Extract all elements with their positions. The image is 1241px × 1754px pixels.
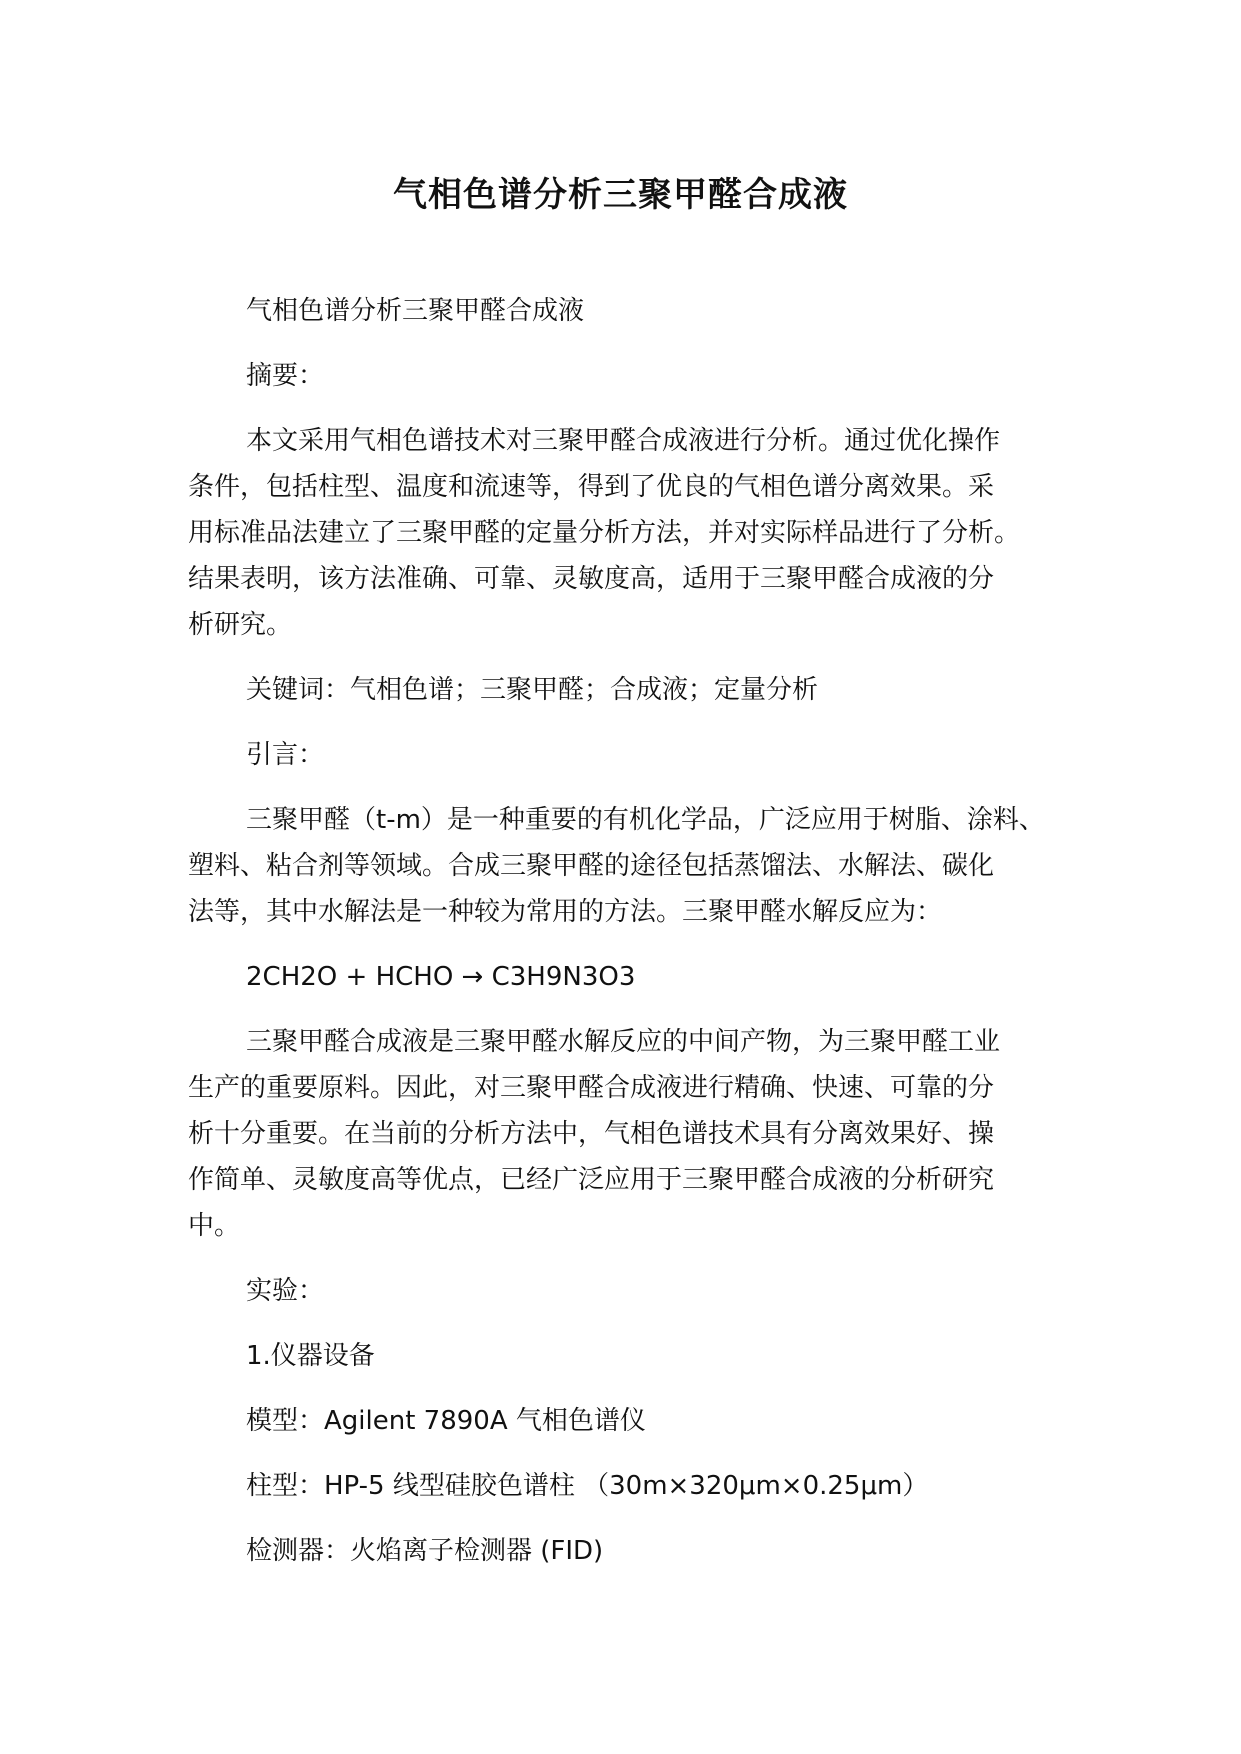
- paragraph-subtitle: [188, 288, 1078, 334]
- paragraph-line: 柱型：HP-5 线型硅胶色谱柱 （30m×320μm×0.25μm）: [246, 1471, 929, 1501]
- paragraph-line: 本文采用气相色谱技术对三聚甲醛合成液进行分析。通过优化操作: [246, 426, 1001, 456]
- paragraph-line: 中。: [188, 1211, 241, 1241]
- document-body: [188, 288, 1078, 1593]
- paragraph-line: 析研究。: [188, 610, 293, 640]
- paragraph-abstract-body: [188, 418, 1078, 648]
- paragraph-line: 作简单、灵敏度高等优点，已经广泛应用于三聚甲醛合成液的分析研究: [188, 1165, 995, 1195]
- paragraph-line: 法等，其中水解法是一种较为常用的方法。三聚甲醛水解反应为：: [188, 897, 943, 927]
- document-title: 气相色谱分析三聚甲醛合成液: [393, 175, 848, 215]
- paragraph-line: 气相色谱分析三聚甲醛合成液: [246, 296, 585, 326]
- paragraph-line: 引言：: [246, 740, 325, 770]
- paragraph-line: 实验：: [246, 1276, 325, 1306]
- paragraph-line: 2CH2O + HCHO → C3H9N3O3: [246, 962, 636, 992]
- paragraph-line: 1.仪器设备: [246, 1341, 375, 1371]
- paragraph-equipment-heading: [188, 1333, 1078, 1379]
- paragraph-line: 条件，包括柱型、温度和流速等，得到了优良的气相色谱分离效果。采: [188, 472, 995, 502]
- paragraph-reaction-equation: [188, 954, 1078, 1000]
- paragraph-detector: [188, 1528, 1078, 1574]
- paragraph-line: 关键词：气相色谱；三聚甲醛；合成液；定量分析: [246, 675, 819, 705]
- paragraph-introduction-body: [188, 797, 1078, 935]
- paragraph-introduction-heading: [188, 732, 1078, 778]
- paragraph-line: 析十分重要。在当前的分析方法中，气相色谱技术具有分离效果好、操: [188, 1119, 995, 1149]
- paragraph-line: 模型：Agilent 7890A 气相色谱仪: [246, 1406, 646, 1436]
- paragraph-abstract-heading: [188, 353, 1078, 399]
- paragraph-line: 检测器：火焰离子检测器 (FID): [246, 1536, 604, 1566]
- paragraph-keywords: [188, 667, 1078, 713]
- paragraph-instrument-model: [188, 1398, 1078, 1444]
- paragraph-line: 三聚甲醛合成液是三聚甲醛水解反应的中间产物，为三聚甲醛工业: [246, 1027, 1001, 1057]
- paragraph-line: 塑料、粘合剂等领域。合成三聚甲醛的途径包括蒸馏法、水解法、碳化: [188, 851, 995, 881]
- paragraph-line: 生产的重要原料。因此，对三聚甲醛合成液进行精确、快速、可靠的分: [188, 1073, 995, 1103]
- paragraph-experiment-heading: [188, 1268, 1078, 1314]
- paragraph-line: 三聚甲醛（t-m）是一种重要的有机化学品，广泛应用于树脂、涂料、: [246, 805, 1045, 835]
- paragraph-line: 用标准品法建立了三聚甲醛的定量分析方法，并对实际样品进行了分析。: [188, 518, 1021, 548]
- paragraph-introduction-body-2: [188, 1019, 1078, 1249]
- paragraph-line: 结果表明，该方法准确、可靠、灵敏度高，适用于三聚甲醛合成液的分: [188, 564, 995, 594]
- paragraph-column-type: [188, 1463, 1078, 1509]
- paragraph-line: 摘要：: [246, 361, 325, 391]
